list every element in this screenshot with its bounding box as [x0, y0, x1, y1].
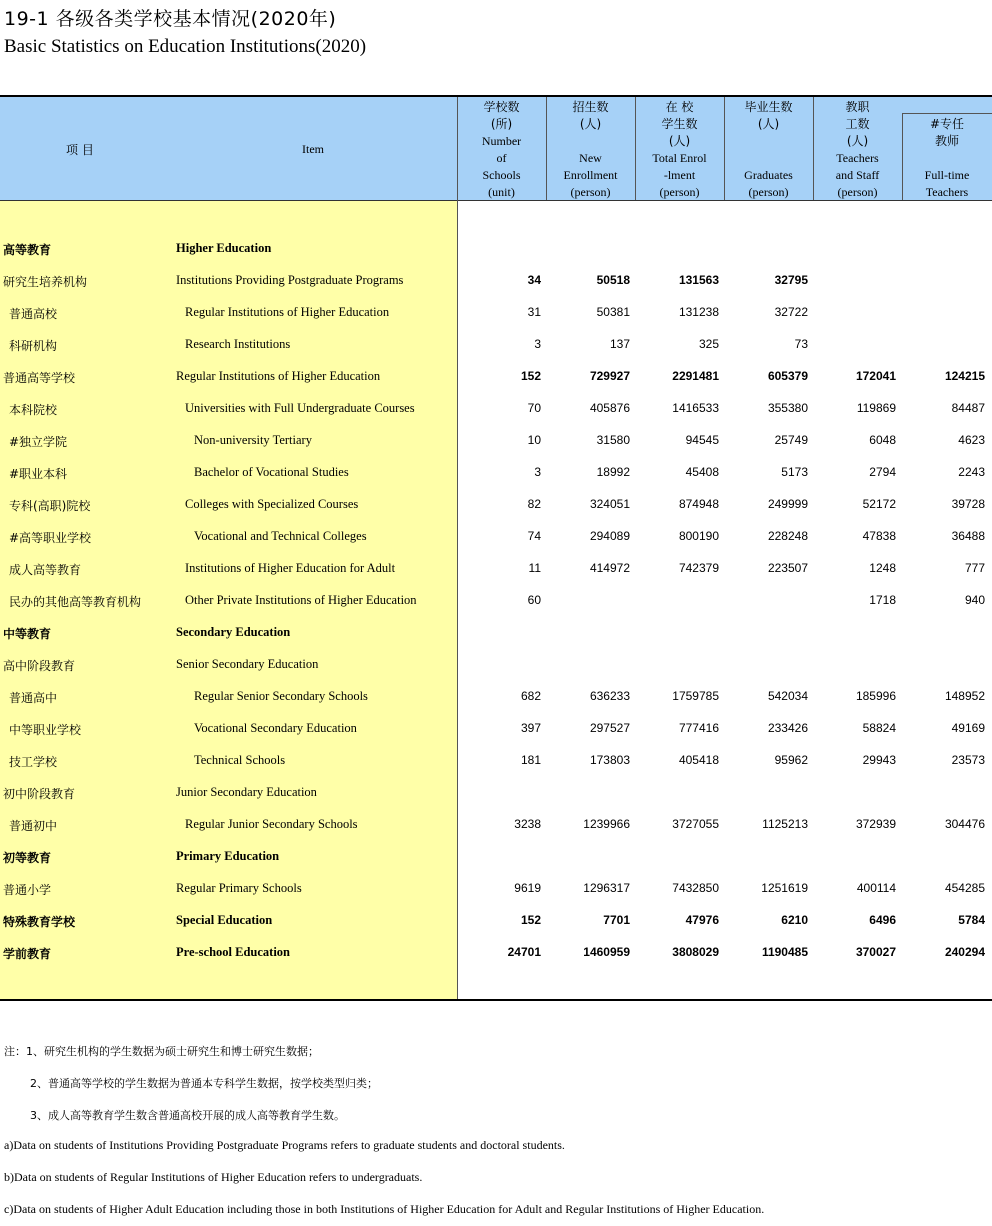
table-row	[0, 522, 992, 554]
row-value: 152	[520, 913, 541, 927]
row-value: 1296317	[583, 881, 630, 895]
row-value: 240294	[944, 945, 985, 959]
table-row	[0, 938, 992, 970]
row-value: 1248	[869, 561, 896, 575]
row-value: 31	[527, 305, 541, 319]
row-value: 325	[698, 337, 719, 351]
note-en-c: c)Data on students of Higher Adult Education including those in both Institutions of Higher Education for Adult and Regular Institutions of Higher Education.	[4, 1202, 765, 1216]
row-value: 228248	[767, 529, 808, 543]
row-value: 249999	[767, 497, 808, 511]
row-label-cn: 科研机构	[9, 339, 58, 353]
row-value: 370027	[855, 945, 896, 959]
row-label-en: Other Private Institutions of Higher Education	[185, 593, 417, 607]
row-value: 50518	[596, 273, 630, 287]
row-value: 304476	[944, 817, 985, 831]
row-label-en: Regular Institutions of Higher Education	[176, 369, 381, 383]
row-value: 414972	[589, 561, 630, 575]
row-value: 777416	[678, 721, 719, 735]
row-value: 6496	[869, 913, 896, 927]
row-label-cn: 高中阶段教育	[3, 659, 76, 673]
row-value: 47838	[862, 529, 896, 543]
row-value: 36488	[951, 529, 985, 543]
row-label-cn: 初等教育	[3, 851, 52, 865]
header-new-enrollment: 招生数 (人) New Enrollment (person)	[563, 100, 618, 199]
row-value: 6210	[781, 913, 808, 927]
row-label-cn: #高等职业学校	[9, 531, 92, 545]
table-row	[0, 554, 992, 586]
row-value: 2794	[869, 465, 896, 479]
row-value: 10	[527, 433, 541, 447]
table-row	[0, 810, 992, 842]
table-title-en: Basic Statistics on Education Institutions(2020)	[4, 36, 367, 57]
row-label-cn: 技工学校	[9, 755, 58, 769]
row-label-en: Non-university Tertiary	[194, 433, 312, 447]
row-value: 223507	[767, 561, 808, 575]
row-value: 1759785	[672, 689, 719, 703]
table-row	[0, 362, 992, 394]
row-value: 70	[527, 401, 541, 415]
row-value: 34	[527, 273, 541, 287]
row-value: 729927	[589, 369, 630, 383]
row-value: 1125213	[762, 817, 808, 831]
header-item-cn: 项 目	[66, 143, 94, 157]
row-label-en: Regular Junior Secondary Schools	[185, 817, 358, 831]
header-total-enrolment: 在 校 学生数 (人) Total Enrol -lment (person)	[652, 100, 707, 199]
table-row	[0, 682, 992, 714]
row-value: 355380	[767, 401, 808, 415]
header-full-time-teachers: #专任 教师 Full-time Teachers	[924, 117, 970, 199]
row-value: 32722	[774, 305, 808, 319]
row-label-en: Vocational and Technical Colleges	[194, 529, 367, 543]
row-value: 400114	[856, 881, 896, 895]
row-value: 131563	[678, 273, 719, 287]
row-label-cn: 高等教育	[3, 243, 52, 257]
row-value: 18992	[596, 465, 630, 479]
row-value: 119869	[856, 401, 896, 415]
row-label-en: Regular Institutions of Higher Education	[185, 305, 390, 319]
table-row	[0, 394, 992, 426]
row-value: 1251619	[761, 881, 808, 895]
subheader-rule	[902, 113, 992, 114]
statistics-table	[0, 95, 992, 1001]
table-row	[0, 874, 992, 906]
note-en-b: b)Data on students of Regular Institutions of Higher Education refers to undergraduats.	[4, 1170, 423, 1184]
row-value: 9619	[514, 881, 541, 895]
row-value: 50381	[596, 305, 630, 319]
table-row	[0, 618, 992, 650]
row-value: 397	[520, 721, 541, 735]
table-row	[0, 586, 992, 618]
row-label-en: Primary Education	[176, 849, 280, 863]
row-value: 181	[520, 753, 541, 767]
table-row	[0, 490, 992, 522]
row-label-cn: 普通高中	[9, 691, 58, 705]
row-value: 152	[520, 369, 541, 383]
table-row	[0, 746, 992, 778]
row-label-cn: 本科院校	[9, 403, 58, 417]
row-label-cn: 普通初中	[9, 819, 58, 833]
row-value: 137	[609, 337, 630, 351]
row-value: 11	[528, 561, 541, 575]
table-row	[0, 234, 992, 266]
row-label-en: Institutions of Higher Education for Adult	[185, 561, 396, 575]
row-value: 1460959	[583, 945, 630, 959]
header-teachers-staff: 教职 工数 (人) Teachers and Staff (person)	[835, 100, 880, 199]
row-label-en: Vocational Secondary Education	[194, 721, 357, 735]
header-schools: 学校数 (所) Number of Schools (unit)	[481, 100, 522, 199]
row-value: 60	[527, 593, 541, 607]
row-label-en: Bachelor of Vocational Studies	[194, 465, 349, 479]
row-value: 800190	[678, 529, 719, 543]
row-value: 742379	[678, 561, 719, 575]
row-label-en: Secondary Education	[176, 625, 291, 639]
note-cn-3: 3、成人高等教育学生数含普通高校开展的成人高等教育学生数。	[30, 1109, 345, 1122]
row-label-cn: 学前教育	[3, 947, 52, 961]
table-row	[0, 266, 992, 298]
row-value: 31580	[596, 433, 630, 447]
row-value: 3808029	[672, 945, 719, 959]
row-value: 777	[964, 561, 985, 575]
row-value: 52172	[862, 497, 896, 511]
row-value: 84487	[951, 401, 985, 415]
bottom-rule	[0, 999, 992, 1001]
table-row	[0, 458, 992, 490]
row-label-cn: 普通高等学校	[3, 371, 76, 385]
row-label-cn: 专科(高职)院校	[9, 499, 91, 513]
row-value: 233426	[767, 721, 808, 735]
row-value: 405876	[589, 401, 630, 415]
row-label-cn: 研究生培养机构	[3, 275, 88, 289]
row-value: 23573	[951, 753, 985, 767]
note-cn-1: 注：1、研究生机构的学生数据为硕士研究生和博士研究生数据；	[4, 1045, 319, 1058]
row-value: 94545	[685, 433, 719, 447]
row-value: 45408	[685, 465, 719, 479]
row-value: 5784	[958, 913, 985, 927]
row-label-cn: 初中阶段教育	[3, 787, 76, 801]
row-value: 1416533	[672, 401, 719, 415]
note-cn-2: 2、普通高等学校的学生数据为普通本专科学生数据，按学校类型归类；	[30, 1077, 378, 1090]
row-value: 1190485	[761, 945, 808, 959]
row-label-en: Senior Secondary Education	[176, 657, 319, 671]
table-row	[0, 426, 992, 458]
row-value: 47976	[685, 913, 719, 927]
row-value: 73	[794, 337, 808, 351]
row-label-en: Colleges with Specialized Courses	[185, 497, 359, 511]
row-label-cn: 中等职业学校	[9, 723, 82, 737]
row-value: 324051	[589, 497, 630, 511]
table-row	[0, 298, 992, 330]
row-value: 2291481	[672, 369, 719, 383]
row-value: 4623	[958, 433, 985, 447]
row-label-en: Junior Secondary Education	[176, 785, 317, 799]
row-value: 5173	[781, 465, 808, 479]
row-value: 124215	[944, 369, 985, 383]
row-label-cn: #职业本科	[9, 467, 68, 481]
header-item-en: Item	[302, 142, 324, 156]
row-label-en: Regular Primary Schools	[176, 881, 302, 895]
row-value: 25749	[774, 433, 808, 447]
table-title-cn: 19-1 各级各类学校基本情况(2020年)	[4, 8, 337, 30]
row-value: 58824	[862, 721, 896, 735]
row-label-en: Technical Schools	[194, 753, 286, 767]
row-value: 3727055	[672, 817, 719, 831]
row-value: 454285	[944, 881, 985, 895]
row-label-cn: 普通高校	[9, 307, 58, 321]
row-value: 297527	[589, 721, 630, 735]
row-label-cn: #独立学院	[9, 435, 68, 449]
row-value: 172041	[855, 369, 896, 383]
table-row	[0, 778, 992, 810]
row-value: 940	[964, 593, 985, 607]
row-value: 24701	[507, 945, 541, 959]
row-value: 294089	[589, 529, 630, 543]
row-label-en: Special Education	[176, 913, 273, 927]
row-value: 32795	[774, 273, 808, 287]
row-value: 7701	[603, 913, 630, 927]
top-rule	[0, 95, 992, 97]
row-value: 148952	[944, 689, 985, 703]
row-value: 7432850	[672, 881, 719, 895]
row-value: 1239966	[583, 817, 630, 831]
table-row	[0, 650, 992, 682]
row-value: 39728	[951, 497, 985, 511]
row-label-cn: 中等教育	[3, 627, 52, 641]
row-value: 3238	[514, 817, 541, 831]
row-value: 874948	[678, 497, 719, 511]
row-label-cn: 特殊教育学校	[3, 915, 76, 929]
row-value: 2243	[958, 465, 985, 479]
table-row	[0, 906, 992, 938]
row-value: 173803	[589, 753, 630, 767]
row-label-en: Higher Education	[176, 241, 272, 255]
row-label-en: Institutions Providing Postgraduate Programs	[176, 273, 404, 287]
row-value: 605379	[767, 369, 808, 383]
row-label-en: Research Institutions	[185, 337, 291, 351]
row-value: 372939	[855, 817, 896, 831]
row-label-en: Universities with Full Undergraduate Courses	[185, 401, 415, 415]
row-value: 74	[527, 529, 541, 543]
row-value: 542034	[767, 689, 808, 703]
table-row	[0, 714, 992, 746]
note-en-a: a)Data on students of Institutions Providing Postgraduate Programs refers to graduate students and doctoral students.	[4, 1138, 565, 1152]
row-value: 95962	[774, 753, 808, 767]
table-row	[0, 842, 992, 874]
row-label-en: Regular Senior Secondary Schools	[194, 689, 368, 703]
row-value: 29943	[862, 753, 896, 767]
row-value: 131238	[678, 305, 719, 319]
table-row	[0, 330, 992, 362]
row-value: 682	[520, 689, 541, 703]
row-value: 405418	[678, 753, 719, 767]
row-value: 6048	[869, 433, 896, 447]
row-label-cn: 普通小学	[3, 883, 52, 897]
row-label-cn: 成人高等教育	[9, 563, 82, 577]
row-value: 185996	[855, 689, 896, 703]
row-label-cn: 民办的其他高等教育机构	[9, 595, 142, 609]
row-label-en: Pre-school Education	[176, 945, 291, 959]
row-value: 3	[534, 337, 541, 351]
row-value: 636233	[589, 689, 630, 703]
row-value: 82	[527, 497, 541, 511]
row-value: 3	[534, 465, 541, 479]
row-value: 49169	[951, 721, 985, 735]
row-value: 1718	[869, 593, 896, 607]
header-graduates: 毕业生数 (人) Graduates (person)	[744, 100, 793, 199]
